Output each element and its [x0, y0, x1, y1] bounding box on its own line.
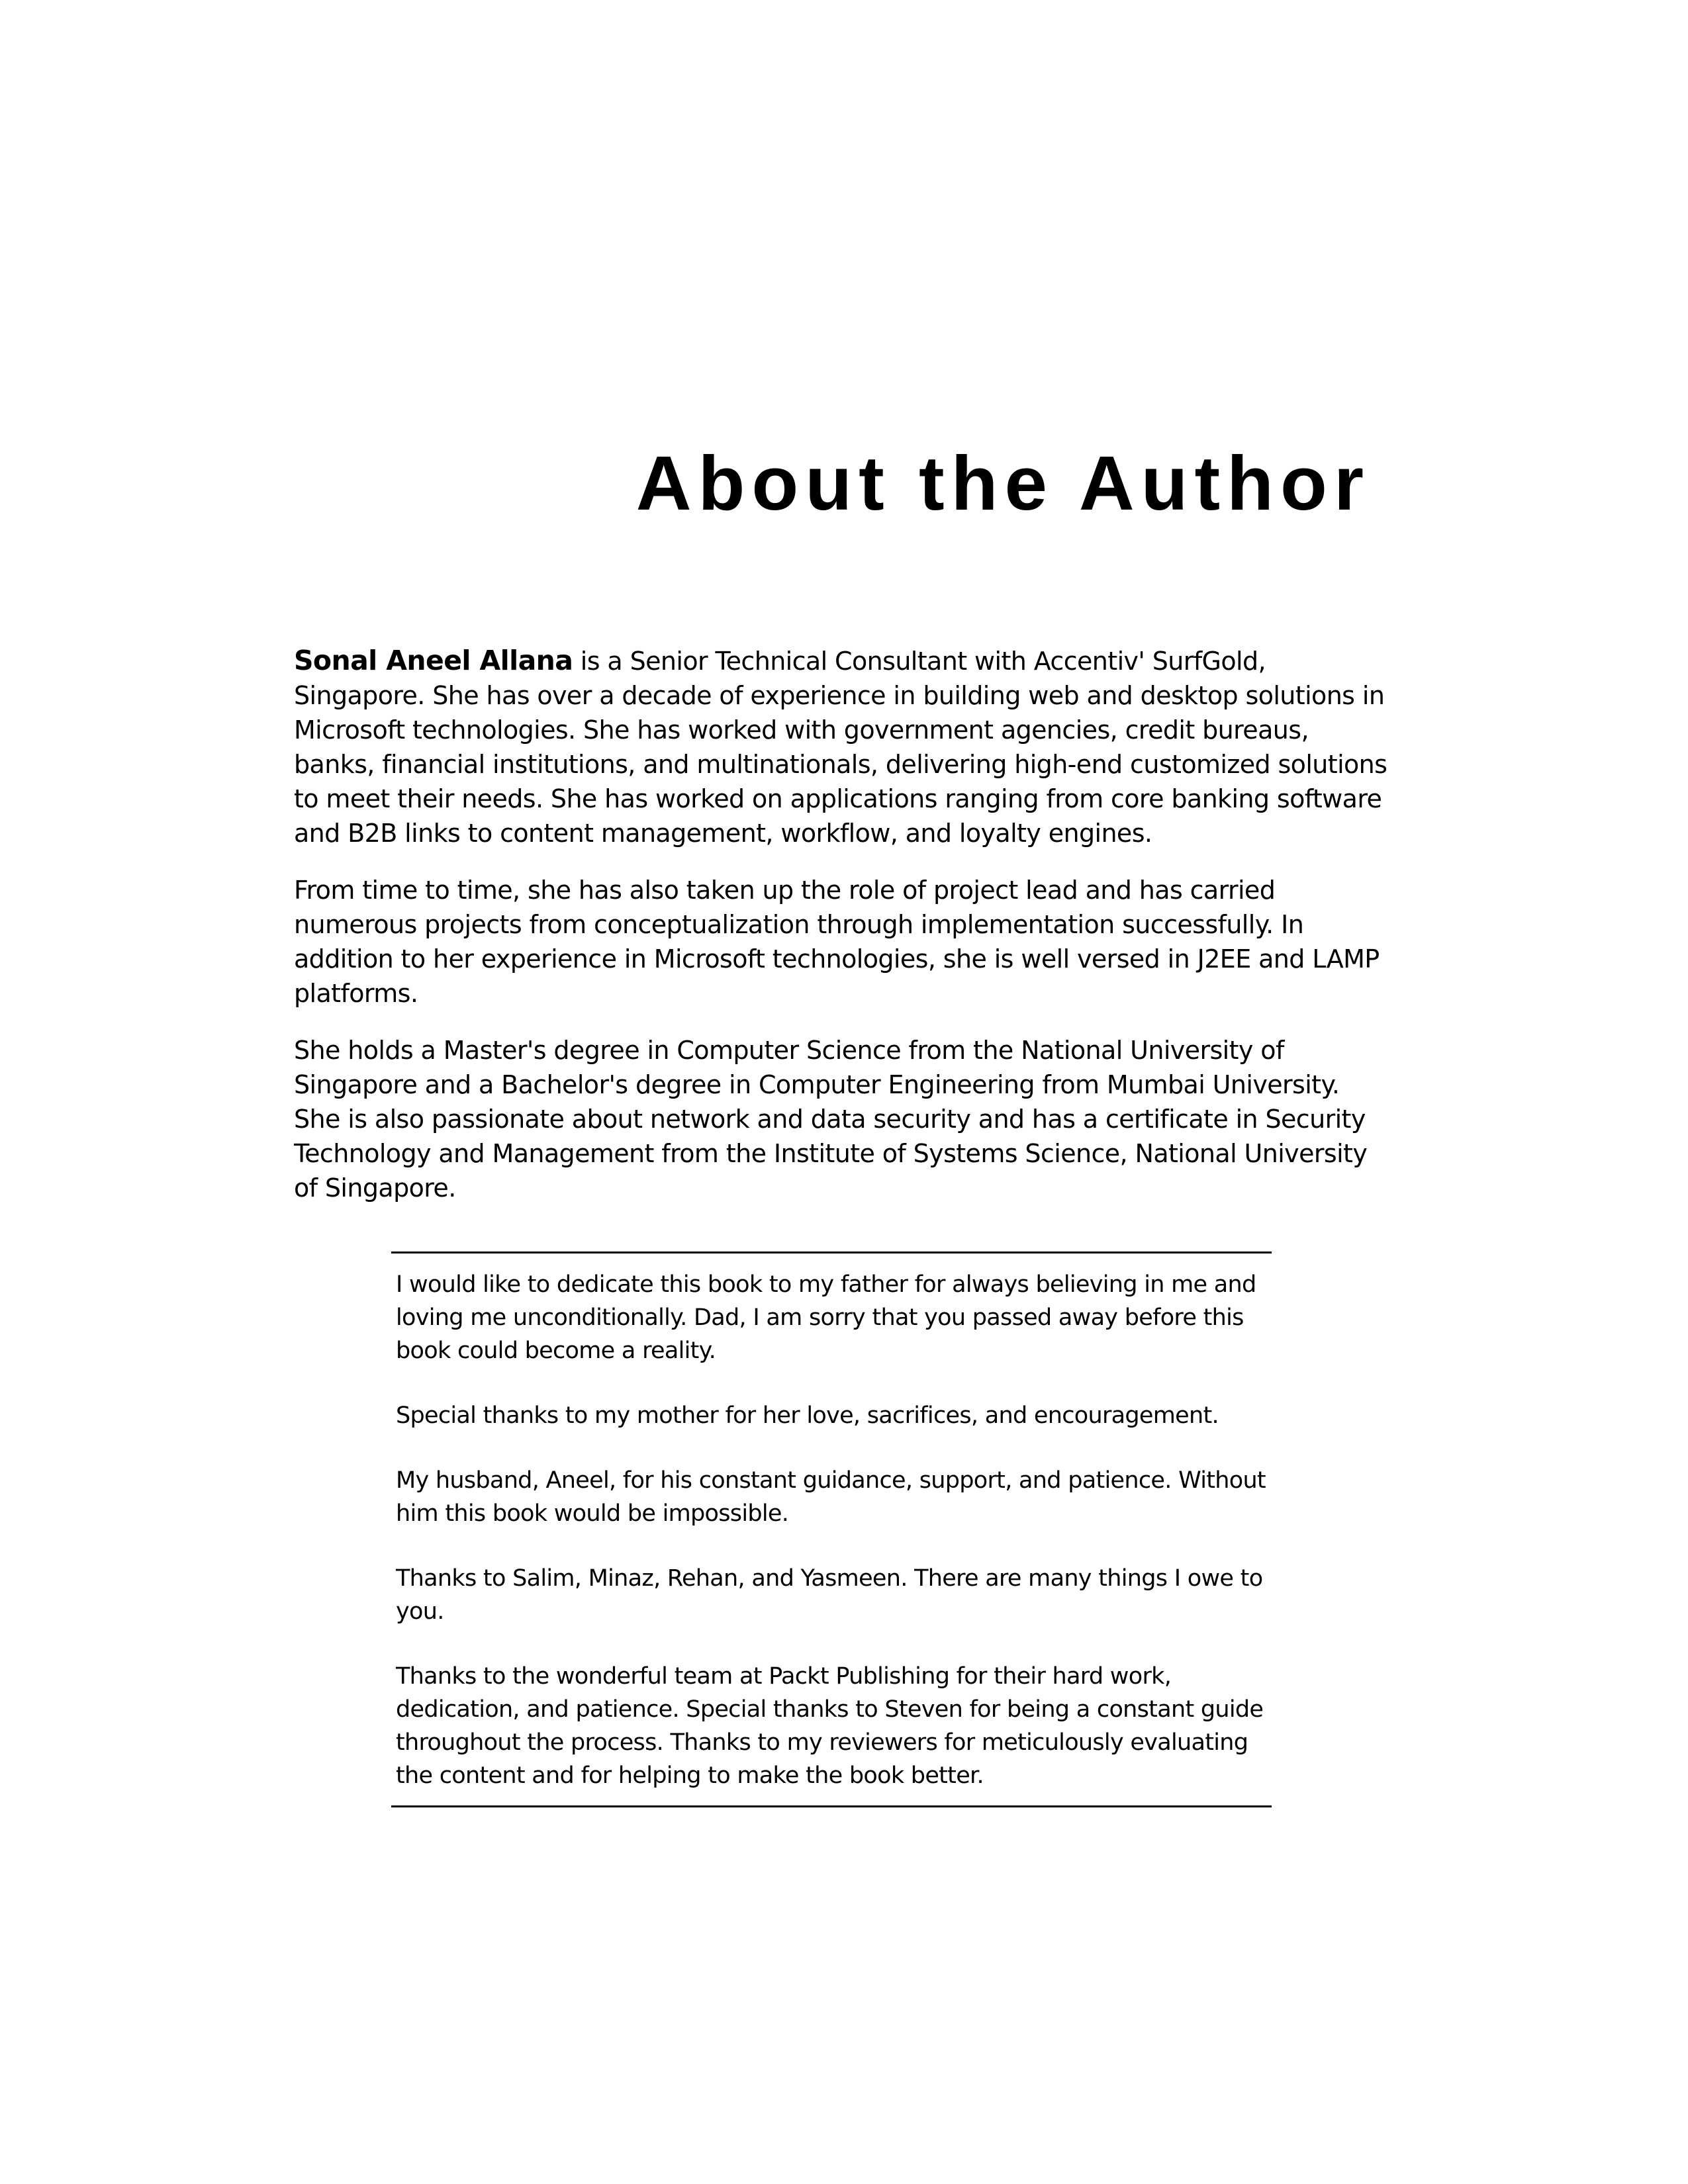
dedication-paragraph: Special thanks to my mother for her love, sacrifices, and encouragement. — [396, 1402, 1219, 1429]
author-bio — [294, 643, 1393, 1228]
dedication-paragraph: My husband, Aneel, for his constant guidance, support, and patience. Without him this book would be impossible. — [396, 1467, 1266, 1527]
dedication-paragraph: Thanks to the wonderful team at Packt Publishing for their hard work, dedication, and patience. Special thanks to Steven for being a constant guide throughout the process. Thanks to my reviewers for meticulously evaluating the content and for helping to make the book better. — [396, 1663, 1264, 1789]
dedication-paragraph: Thanks to Salim, Minaz, Rehan, and Yasmeen. There are many things I owe to you. — [396, 1565, 1263, 1625]
bio-intro-text: is a Senior Technical Consultant with Accentiv' SurfGold, Singapore. She has over a decade of experience in building web and desktop solutions in Microsoft technologies. She has worked with government agencies, credit bureaus, banks, financial institutions, and multinationals, delivering high-end customized solutions to meet their needs. She has worked on applications ranging from core banking software and B2B links to content management, workflow, and loyalty engines. — [294, 647, 1387, 848]
bio-paragraph-1 — [294, 643, 1393, 850]
dedication-paragraph: I would like to dedicate this book to my father for always believing in me and loving me unconditionally. Dad, I am sorry that you passed away before this book could become a reality. — [396, 1271, 1256, 1364]
author-name: Sonal Aneel Allana — [294, 645, 573, 676]
dedication-box — [391, 1251, 1272, 1807]
bio-paragraph-3: She holds a Master's degree in Computer Science from the National University of Singapore and a Bachelor's degree in Computer Engineering from Mumbai University. She is also passionate about network and data security and has a certificate in Security Technology and Management from the Institute of Systems Science, National University of Singapore. — [294, 1036, 1368, 1203]
bio-paragraph-2: From time to time, she has also taken up the role of project lead and has carried numerous projects from conceptualization through implementation successfully. In addition to her experience in Microsoft technologies, she is well versed in J2EE and LAMP platforms. — [294, 876, 1380, 1008]
page-title: About the Author — [635, 440, 1370, 526]
